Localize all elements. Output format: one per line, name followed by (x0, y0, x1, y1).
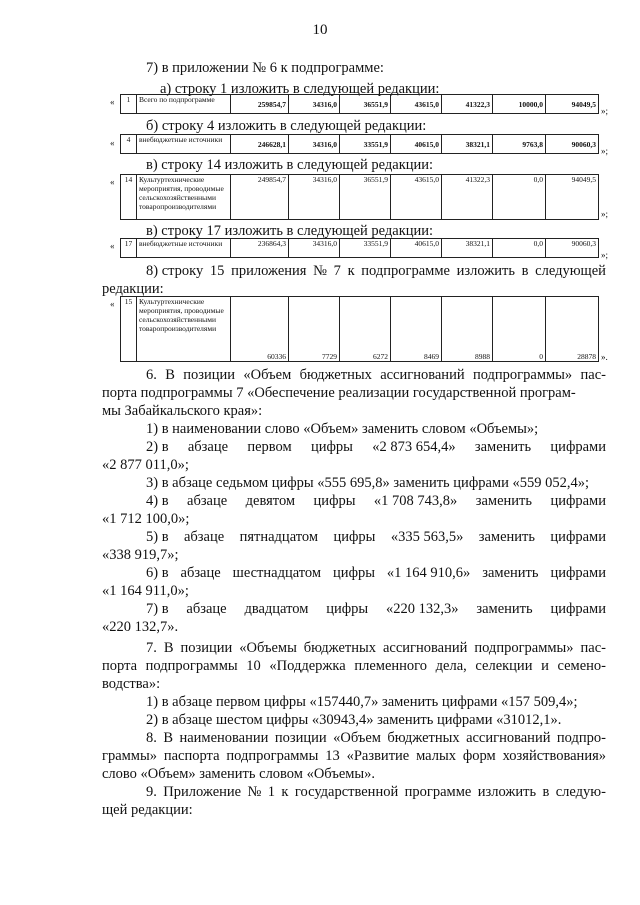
item6-sub3: 3) в абзаце седьмом цифры «555 695,8» заменить цифрами «559 052,4»; (146, 475, 589, 491)
item7b-line1: 7. В позиции «Объемы бюджетных ассигнований подпрограммы» пас- (146, 640, 606, 656)
item8b-line1: 8. В наименовании позиции «Объем бюджетных ассигнований подпро- (146, 730, 606, 746)
cell-year: 38321,1 (442, 135, 493, 154)
item6-sub1: 1) в наименовании слово «Объем» заменить словом «Объемы»; (146, 421, 539, 437)
item7a-instruction: а) строку 1 изложить в следующей редакции: (160, 81, 440, 97)
cell-year: 41322,3 (442, 95, 493, 114)
cell-year: 34316,0 (289, 95, 340, 114)
cell-year: 8988 (442, 297, 493, 362)
cell-year: 6272 (340, 297, 391, 362)
cell-year: 94049,5 (546, 175, 599, 220)
close-quote: »; (601, 209, 609, 219)
open-quote: « (110, 299, 115, 309)
cell-name: внебюджетные источники (137, 239, 231, 258)
cell-name: Культуртехнические мероприятия, проводимые сельскохозяйственными товаропроизводителями (137, 175, 231, 220)
item6-sub4: 4) в абзаце девятом цифры «1 708 743,8» заменить цифрами (146, 493, 606, 509)
open-quote: « (110, 97, 115, 107)
item6-line3: мы Забайкальского края»: (102, 403, 263, 419)
cell-year: 90060,3 (546, 239, 599, 258)
item6-sub4-cont: «1 712 100,0»; (102, 511, 190, 527)
item6-line1: 6. В позиции «Объем бюджетных ассигнований подпрограммы» пас- (146, 367, 606, 383)
cell-year: 34316,0 (289, 175, 340, 220)
cell-year: 40615,0 (391, 239, 442, 258)
cell-total: 236864,3 (231, 239, 289, 258)
cell-index: 17 (121, 239, 137, 258)
page-number: 10 (312, 22, 328, 38)
cell-year: 34316,0 (289, 239, 340, 258)
cell-total: 249854,7 (231, 175, 289, 220)
item7b-line2: порта подпрограммы 10 «Поддержка племенного дела, селекции и семено- (102, 658, 606, 674)
cell-year: 7729 (289, 297, 340, 362)
cell-total: 246628,1 (231, 135, 289, 154)
item6-sub5-cont: «338 919,7»; (102, 547, 179, 563)
cell-index: 15 (121, 297, 137, 362)
cell-year: 0,0 (493, 175, 546, 220)
cell-year: 43615,0 (391, 95, 442, 114)
cell-year: 0,0 (493, 239, 546, 258)
cell-index: 14 (121, 175, 137, 220)
cell-year: 90060,3 (546, 135, 599, 154)
close-quote: »; (601, 106, 609, 116)
item6-sub2-cont: «2 877 011,0»; (102, 457, 189, 473)
item7-heading: 7) в приложении № 6 к подпрограмме: (146, 60, 384, 76)
cell-name: внебюджетные источники (137, 135, 231, 154)
cell-year: 40615,0 (391, 135, 442, 154)
item9-line2: щей редакции: (102, 802, 193, 818)
item6-sub7: 7) в абзаце двадцатом цифры «220 132,3» заменить цифрами (146, 601, 606, 617)
item9-line1: 9. Приложение № 1 к государственной программе изложить в следую- (146, 784, 606, 800)
item6-sub6-cont: «1 164 911,0»; (102, 583, 189, 599)
cell-year: 36551,9 (340, 175, 391, 220)
cell-index: 4 (121, 135, 137, 154)
table-row-4 (120, 134, 599, 154)
open-quote: « (110, 177, 115, 187)
item8b-line3: слово «Объем» заменить словом «Объемы». (102, 766, 376, 782)
item7b-instruction: б) строку 4 изложить в следующей редакции: (146, 118, 427, 134)
table-row-1 (120, 94, 599, 114)
item6-sub7-cont: «220 132,7». (102, 619, 179, 635)
cell-total: 60336 (231, 297, 289, 362)
cell-name: Всего по подпрограмме (137, 95, 231, 114)
cell-year: 8469 (391, 297, 442, 362)
cell-year: 38321,1 (442, 239, 493, 258)
cell-name: Культуртехнические мероприятия, проводимые сельскохозяйственными товаропроизводителями (137, 297, 231, 362)
item7g-instruction: в) строку 17 изложить в следующей редакции: (146, 223, 434, 239)
item7b-sub1: 1) в абзаце первом цифры «157440,7» заменить цифрами «157 509,4»; (146, 694, 578, 710)
cell-year: 94049,5 (546, 95, 599, 114)
cell-year: 36551,9 (340, 95, 391, 114)
cell-year: 28878 (546, 297, 599, 362)
cell-total: 259854,7 (231, 95, 289, 114)
close-quote: »; (601, 146, 609, 156)
open-quote: « (110, 241, 115, 251)
cell-index: 1 (121, 95, 137, 114)
item6-sub5: 5) в абзаце пятнадцатом цифры «335 563,5» заменить цифрами (146, 529, 606, 545)
table-row-17 (120, 238, 599, 258)
close-quote: »; (601, 250, 609, 260)
item6-sub2: 2) в абзаце первом цифры «2 873 654,4» заменить цифрами (146, 439, 606, 455)
cell-year: 34316,0 (289, 135, 340, 154)
cell-year: 41322,3 (442, 175, 493, 220)
table-row-14 (120, 174, 599, 220)
item7v-instruction: в) строку 14 изложить в следующей редакции: (146, 157, 434, 173)
open-quote: « (110, 138, 115, 148)
item8-line1: 8) строку 15 приложения № 7 к подпрограмме изложить в следующей (146, 263, 606, 279)
cell-year: 33551,9 (340, 239, 391, 258)
cell-year: 9763,8 (493, 135, 546, 154)
table-row-15 (120, 296, 599, 362)
item6-sub6: 6) в абзаце шестнадцатом цифры «1 164 910,6» заменить цифрами (146, 565, 606, 581)
item8b-line2: граммы» паспорта подпрограммы 13 «Развитие малых форм хозяйствования» (102, 748, 606, 764)
cell-year: 33551,9 (340, 135, 391, 154)
cell-year: 0 (493, 297, 546, 362)
item6-line2: порта подпрограммы 7 «Обеспечение реализации государственной програм- (102, 385, 576, 401)
item7b-line3: водства»: (102, 676, 161, 692)
cell-year: 10000,0 (493, 95, 546, 114)
cell-year: 43615,0 (391, 175, 442, 220)
close-quote: ». (601, 352, 608, 362)
item7b-sub2: 2) в абзаце шестом цифры «30943,4» заменить цифрами «31012,1». (146, 712, 562, 728)
item8-line2: редакции: (102, 281, 164, 297)
